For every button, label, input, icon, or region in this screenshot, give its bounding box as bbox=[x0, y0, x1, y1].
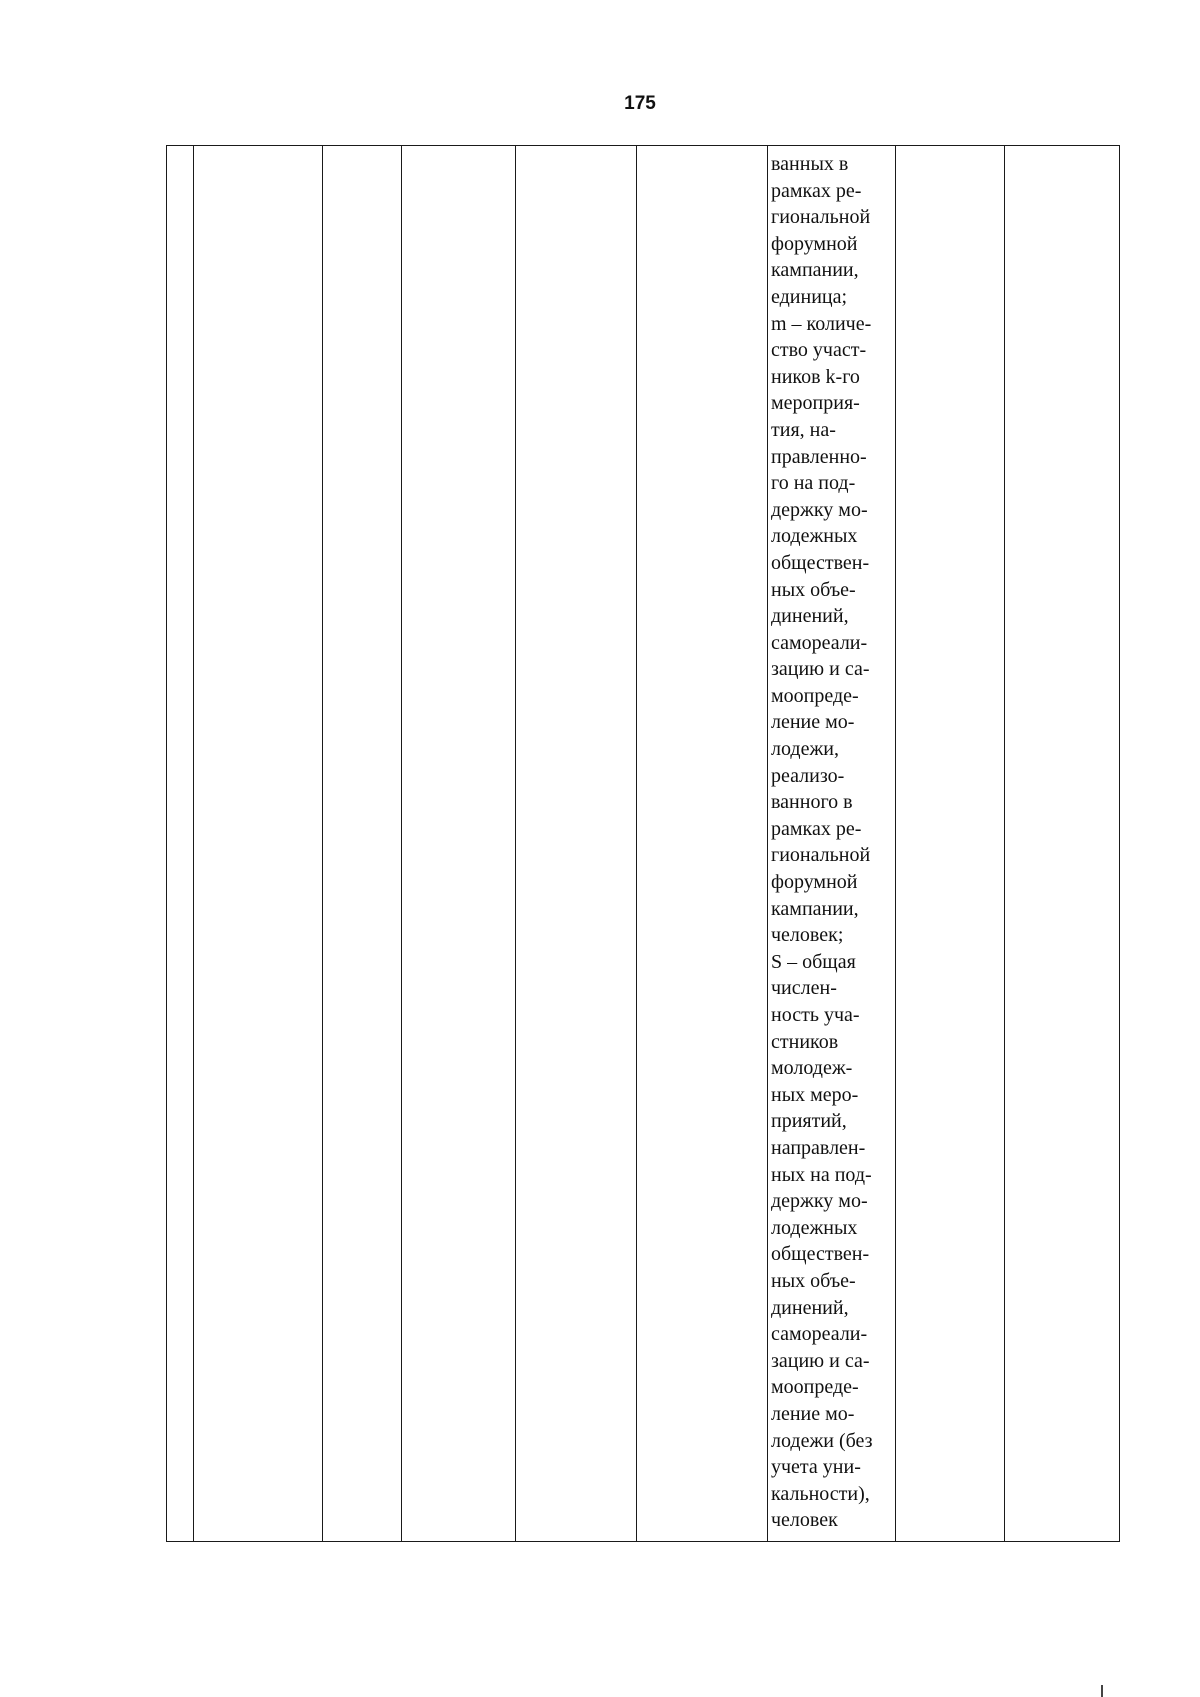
cell-text-line: ных объе- bbox=[771, 578, 856, 601]
cell-text-line: единица; bbox=[771, 285, 848, 308]
cell-text-line: кампании, bbox=[771, 897, 859, 920]
cell-text-line: гиональной bbox=[771, 206, 871, 229]
table-cell-formula-text bbox=[768, 146, 896, 1542]
page-number: 175 bbox=[624, 93, 656, 114]
cell-text-line: человек; bbox=[771, 924, 844, 947]
cell-text-line: ванных в bbox=[771, 153, 849, 175]
cell-text-line: ванного в bbox=[771, 791, 853, 814]
cell-text-line: кальности), bbox=[771, 1482, 870, 1505]
cell-text-line: ление мо- bbox=[771, 711, 855, 734]
cell-text-line: зацию и са- bbox=[771, 658, 870, 681]
cell-text-line: лодежных bbox=[771, 525, 858, 548]
cell-text-line: рамках ре- bbox=[771, 817, 862, 840]
cell-text-line: обществен- bbox=[771, 1243, 870, 1266]
cell-text-line: зацию и са- bbox=[771, 1349, 870, 1372]
cell-text-line: направлен- bbox=[771, 1136, 866, 1159]
cell-text-line: человек bbox=[771, 1509, 838, 1532]
cell-text-line: самореали- bbox=[771, 1323, 868, 1346]
cell-text-line: гиональной bbox=[771, 844, 871, 867]
cell-text-line: приятий, bbox=[771, 1110, 847, 1133]
cell-text-line: правленно- bbox=[771, 445, 867, 468]
cell-text-line: ников k-го bbox=[771, 365, 860, 388]
cell-text-line: самореали- bbox=[771, 631, 868, 654]
cell-text-line: го на под- bbox=[771, 472, 856, 495]
table-cell-5 bbox=[516, 146, 637, 1542]
table-cell-4 bbox=[402, 146, 516, 1542]
cell-text-line: стников bbox=[771, 1030, 839, 1053]
cell-text-line: держку мо- bbox=[771, 1190, 868, 1213]
cell-text-line: рамках ре- bbox=[771, 179, 862, 202]
cell-text-line: ность уча- bbox=[771, 1004, 860, 1026]
cell-text-line: мероприя- bbox=[771, 392, 860, 415]
cell-text-line: m – количе- bbox=[771, 312, 872, 335]
cell-text-line: держку мо- bbox=[771, 498, 868, 521]
cell-text-line: учета уни- bbox=[771, 1456, 861, 1479]
table-cell-6 bbox=[637, 146, 768, 1542]
cell-text-line: моопреде- bbox=[771, 1376, 859, 1399]
cell-text-line: ных на под- bbox=[771, 1163, 872, 1186]
cell-text-line: S – общая bbox=[771, 950, 856, 973]
cell-text-line: ство участ- bbox=[771, 339, 867, 362]
table-cell-8 bbox=[896, 146, 1005, 1542]
cell-text-line: реализо- bbox=[771, 764, 845, 787]
cell-text-line: лодежи, bbox=[771, 738, 839, 761]
table-cell-9 bbox=[1005, 146, 1120, 1542]
cell-text-line: лодежи (без bbox=[771, 1429, 873, 1452]
cell-text-line: динений, bbox=[771, 1296, 849, 1319]
cell-text-line: форумной bbox=[771, 232, 858, 255]
cell-text-line: молодеж- bbox=[771, 1057, 853, 1080]
scan-edge-mark bbox=[1101, 1685, 1103, 1697]
cell-text-line: числен- bbox=[771, 977, 837, 1000]
cell-text-line: моопреде- bbox=[771, 684, 859, 707]
cell-text-line: ных меро- bbox=[771, 1083, 859, 1106]
cell-text-line: форумной bbox=[771, 871, 858, 894]
cell-text-line: лодежных bbox=[771, 1216, 858, 1239]
cell-text-line: обществен- bbox=[771, 551, 870, 574]
cell-text-line: динений, bbox=[771, 605, 849, 628]
data-table bbox=[166, 145, 1120, 1542]
cell-text-line: ных объе- bbox=[771, 1269, 856, 1292]
table-cell-2 bbox=[194, 146, 323, 1542]
table-cell-1 bbox=[167, 146, 194, 1542]
table-cell-3 bbox=[323, 146, 402, 1542]
cell-text-line: ление мо- bbox=[771, 1402, 855, 1425]
table-row bbox=[167, 146, 1120, 1542]
cell-text-line: тия, на- bbox=[771, 418, 836, 441]
cell-text-line: кампании, bbox=[771, 259, 859, 282]
